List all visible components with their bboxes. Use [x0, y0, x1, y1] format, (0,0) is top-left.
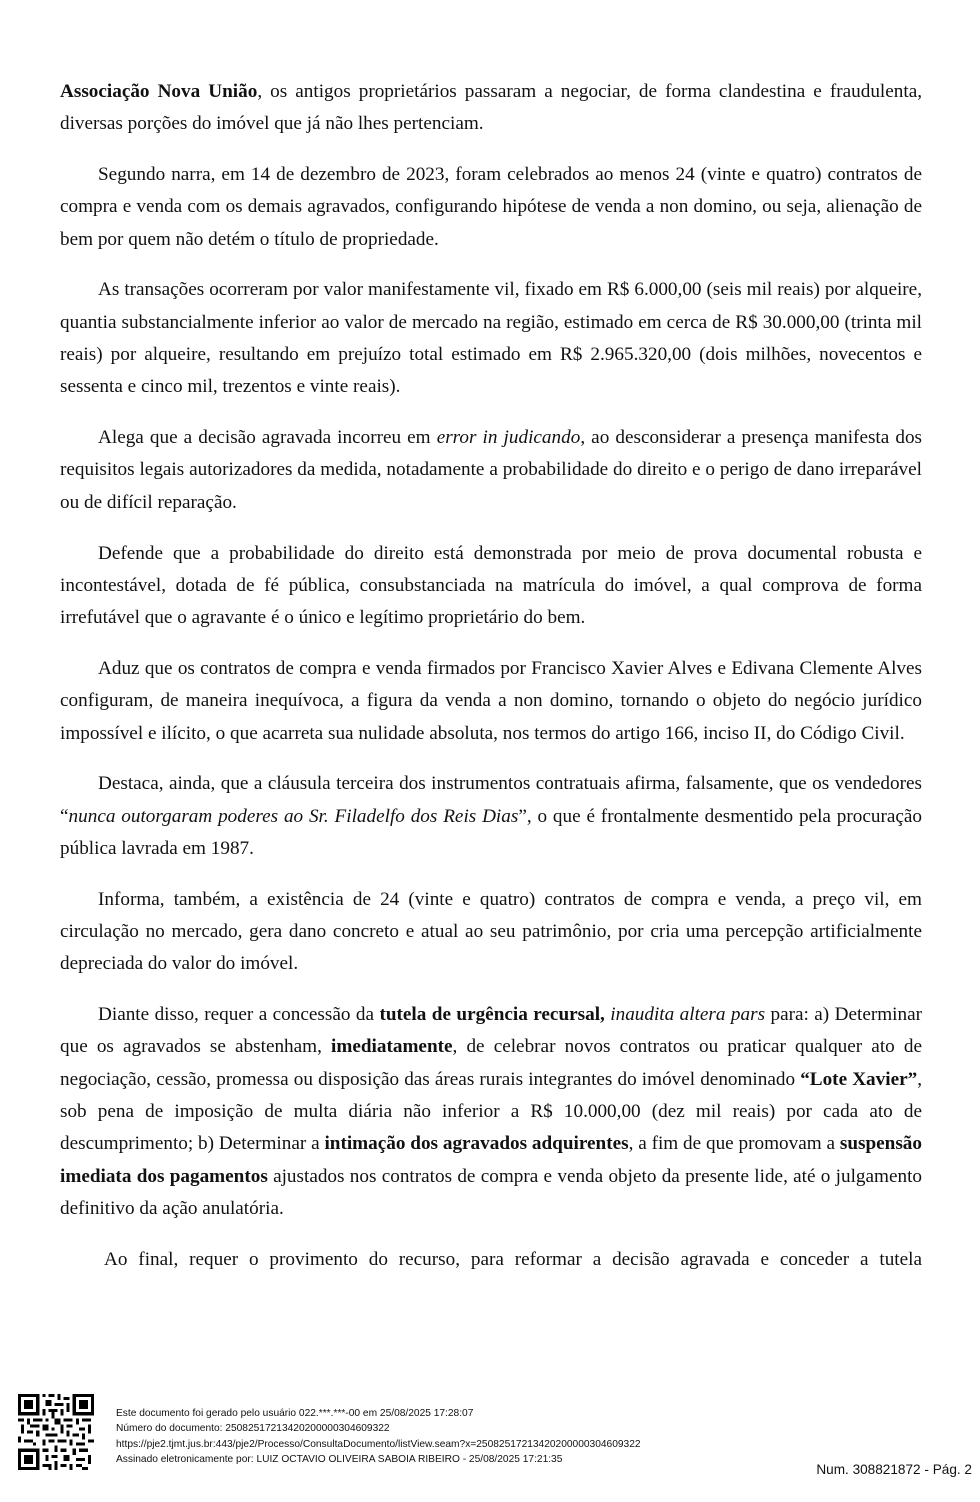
paragraph-8 [60, 884, 922, 981]
document-body [60, 76, 922, 1295]
bold-text: imediatamente [331, 1036, 453, 1058]
text-segment: Ao final, requer o provimento do recurso, para reformar a decisão agravada e conceder a tutela [104, 1248, 922, 1270]
document-url-text: https://pje2.tjmt.jus.br:443/pje2/Processo/ConsultaDocumento/listView.seam?x=25082517213420200000304609322 [116, 1438, 641, 1450]
bold-text: suspensão imediata dos pagamentos [60, 1133, 922, 1187]
paragraph-6 [60, 653, 922, 750]
paragraph-3 [60, 274, 922, 403]
text-segment: para: a) Determinar que os agravados se abstenham, [60, 1004, 922, 1058]
paragraph-4 [60, 422, 922, 519]
paragraph-9 [60, 999, 922, 1225]
italic-text: inaudita altera pars [610, 1004, 766, 1026]
text-segment: Destaca, ainda, que a cláusula terceira dos instrumentos contratuais afirma, falsamente, que os vendedores “ [60, 773, 922, 827]
italic-text: nunca outorgaram poderes ao Sr. Filadelfo dos Reis Dias [68, 805, 519, 827]
document-footer [0, 1390, 980, 1502]
signed-by-text: Assinado eletronicamente por: LUIZ OCTAVIO OLIVEIRA SABOIA RIBEIRO - 25/08/2025 17:21:35 [116, 1454, 563, 1466]
paragraph-2 [60, 159, 922, 256]
document-number-text: Número do documento: 25082517213420200000304609322 [116, 1423, 390, 1435]
paragraph-1 [60, 76, 922, 141]
text-segment: Aduz que os contratos de compra e venda firmados por Francisco Xavier Alves e Edivana Clemente Alves configuram, de maneira inequívoca, a figura da venda a non domino, tornando o objeto do negócio jurídico impossível e ilícito, o que acarreta sua nulidade absoluta, nos termos do artigo 166, inciso II, do Código Civil. [60, 657, 922, 744]
bold-text: tutela de urgência recursal, [379, 1004, 605, 1026]
italic-text: error in judicando [436, 427, 581, 449]
text-segment: Diante disso, requer a concessão da [98, 1004, 380, 1026]
text-segment: Alega que a decisão agravada incorreu em [98, 427, 437, 449]
text-segment: ajustados nos contratos de compra e venda objeto da presente lide, até o julgamento definitivo da ação anulatória. [60, 1165, 923, 1219]
document-metadata [116, 1406, 641, 1468]
text-segment: ”, o que é frontalmente desmentido pela procuração pública lavrada em 1987. [60, 805, 922, 859]
text-segment: As transações ocorreram por valor manifestamente vil, fixado em R$ 6.000,00 (seis mil reais) por alqueire, quantia substancialmente inferior ao valor de mercado na região, estimado em cerca de R$ 30.000,00 (trinta mil reais) por alqueire, resultando em prejuízo total estimado em R$ 2.965.320,00 (dois milhões, novecentos e sessenta e cinco mil, trezentos e vinte reais). [60, 279, 922, 398]
text-segment: Defende que a probabilidade do direito está demonstrada por meio de prova documental robusta e incontestável, dotada de fé pública, consubstanciada na matrícula do imóvel, a qual comprova de forma irrefutável que o agravante é o único e legítimo proprietário do bem. [60, 542, 922, 629]
text-segment: , a fim de que promovam a [628, 1133, 840, 1155]
bold-text: “Lote Xavier” [800, 1068, 918, 1090]
paragraph-5 [60, 538, 922, 635]
paragraph-7 [60, 768, 922, 865]
text-segment: , ao desconsiderar a presença manifesta dos requisitos legais autorizadores da medida, notadamente a probabilidade do direito e o perigo de dano irreparável ou de difícil reparação. [60, 427, 923, 513]
text-segment: Segundo narra, em 14 de dezembro de 2023, foram celebrados ao menos 24 (vinte e quatro) contratos de compra e venda com os demais agravados, configurando hipótese de venda a non domino, ou seja, alienação de bem por quem não detém o título de propriedade. [60, 164, 922, 250]
paragraph-10 [60, 1244, 922, 1276]
page-number: Num. 308821872 - Pág. 2 [816, 1462, 972, 1477]
text-segment: , os antigos proprietários passaram a negociar, de forma clandestina e fraudulenta, diversas porções do imóvel que já não lhes pertenciam. [60, 81, 923, 135]
generated-by-text: Este documento foi gerado pelo usuário 022.***.***-00 em 25/08/2025 17:28:07 [116, 1408, 474, 1419]
text-segment: , sob pena de imposição de multa diária não inferior a R$ 10.000,00 (dez mil reais) por cada ato de descumprimento; b) Determinar a [60, 1068, 922, 1155]
bold-text: intimação dos agravados adquirentes [324, 1133, 629, 1155]
qr-code-icon [18, 1394, 94, 1470]
text-segment: Informa, também, a existência de 24 (vinte e quatro) contratos de compra e venda, a preço vil, em circulação no mercado, gera dano concreto e atual ao seu patrimônio, por cria uma percepção artificialmente depreciada do valor do imóvel. [60, 888, 922, 975]
bold-text: Associação Nova União [60, 81, 258, 102]
text-segment: , de celebrar novos contratos ou praticar qualquer ato de negociação, cessão, promessa ou disposição das áreas rurais integrantes do imóvel denominado [60, 1036, 922, 1090]
